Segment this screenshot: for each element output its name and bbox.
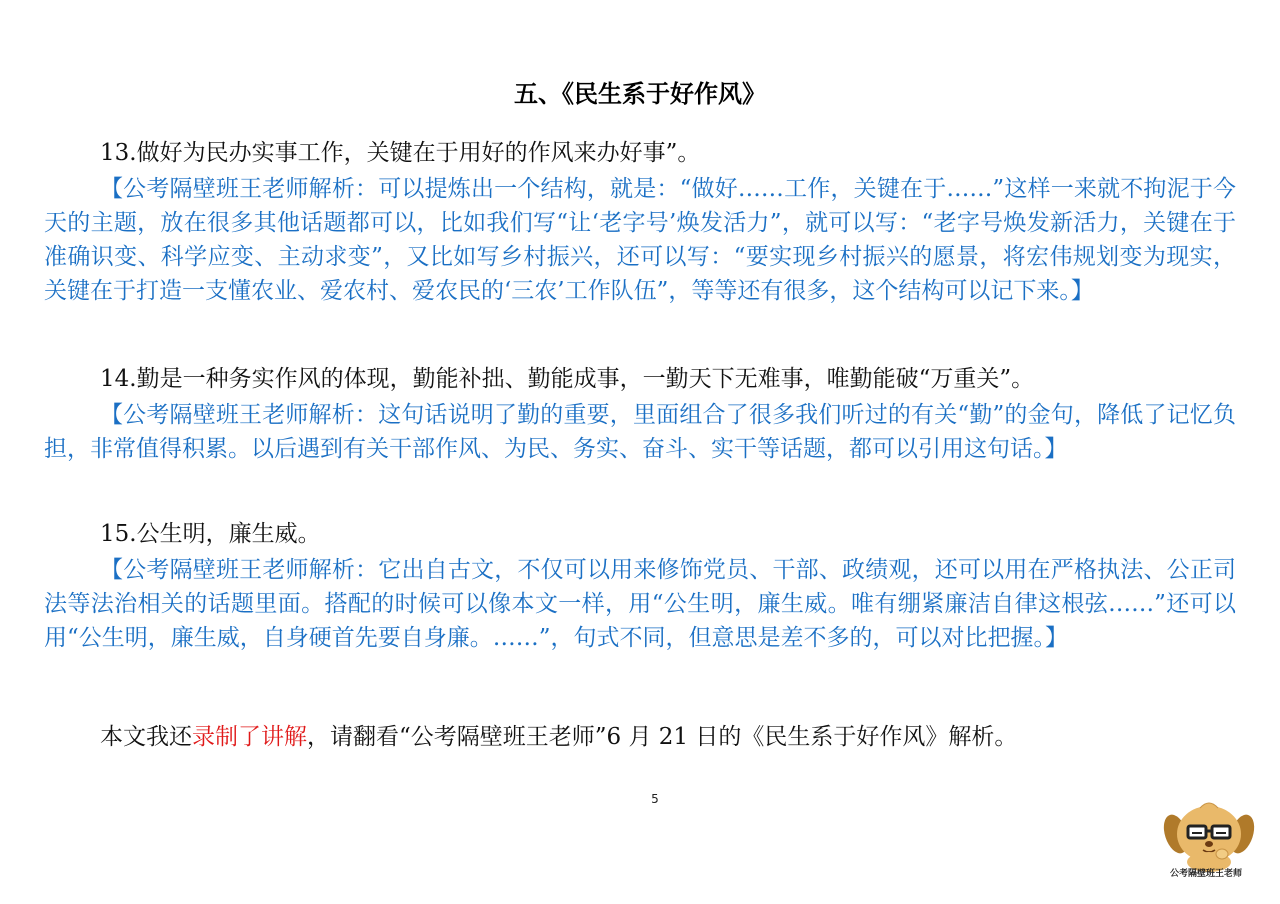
section-title: 五、《民生系于好作风》 <box>514 80 766 108</box>
closing-suffix: ，请翻看“公考隔壁班王老师”6 月 21 日的《民生系于好作风》解析。 <box>307 724 1018 750</box>
item-13 <box>44 136 1236 308</box>
item-15 <box>44 517 1236 655</box>
item-quote: 13.做好为民办实事工作，关键在于用好的作风来办好事”。 <box>100 140 701 166</box>
watermark-label: 公考隔壁班王老师 <box>1169 869 1242 879</box>
item-analysis: 【公考隔壁班王老师解析：这句话说明了勤的重要，里面组合了很多我们听过的有关“勤”的金句，降低了记忆负担，非常值得积累。以后遇到有关干部作风、为民、务实、奋斗、实干等话题，都可以引用这句话。】 <box>44 402 1236 462</box>
cartoon-dog-with-glasses-icon <box>1160 796 1260 896</box>
item-analysis: 【公考隔壁班王老师解析：它出自古文，不仅可以用来修饰党员、干部、政绩观，还可以用在严格执法、公正司法等法治相关的话题里面。搭配的时候可以像本文一样，用“公生明，廉生威。唯有绷紧廉洁自律这根弦……”还可以用“公生明，廉生威，自身硬首先要自身廉。……”，句式不同，但意思是差不多的，可以对比把握。】 <box>44 557 1236 651</box>
closing-paragraph <box>44 720 1236 754</box>
item-analysis: 【公考隔壁班王老师解析：可以提炼出一个结构，就是：“做好……工作，关键在于……”这样一来就不拘泥于今天的主题，放在很多其他话题都可以，比如我们写“让‘老字号’焕发活力”，就可以写：“老字号焕发新活力，关键在于准确识变、科学应变、主动求变”，又比如写乡村振兴，还可以写：“要实现乡村振兴的愿景，将宏伟规划变为现实，关键在于打造一支懂农业、爱农村、爱农民的‘三农’工作队伍”，等等还有很多，这个结构可以记下来。】 <box>44 176 1236 304</box>
closing-prefix: 本文我还 <box>100 724 192 750</box>
closing-highlight: 录制了讲解 <box>192 724 307 750</box>
page-number: 5 <box>651 792 659 806</box>
item-14 <box>44 362 1236 466</box>
item-quote: 15.公生明，廉生威。 <box>100 521 321 547</box>
item-quote: 14.勤是一种务实作风的体现，勤能补拙、勤能成事，一勤天下无难事，唯勤能破“万重关”。 <box>100 366 1035 392</box>
